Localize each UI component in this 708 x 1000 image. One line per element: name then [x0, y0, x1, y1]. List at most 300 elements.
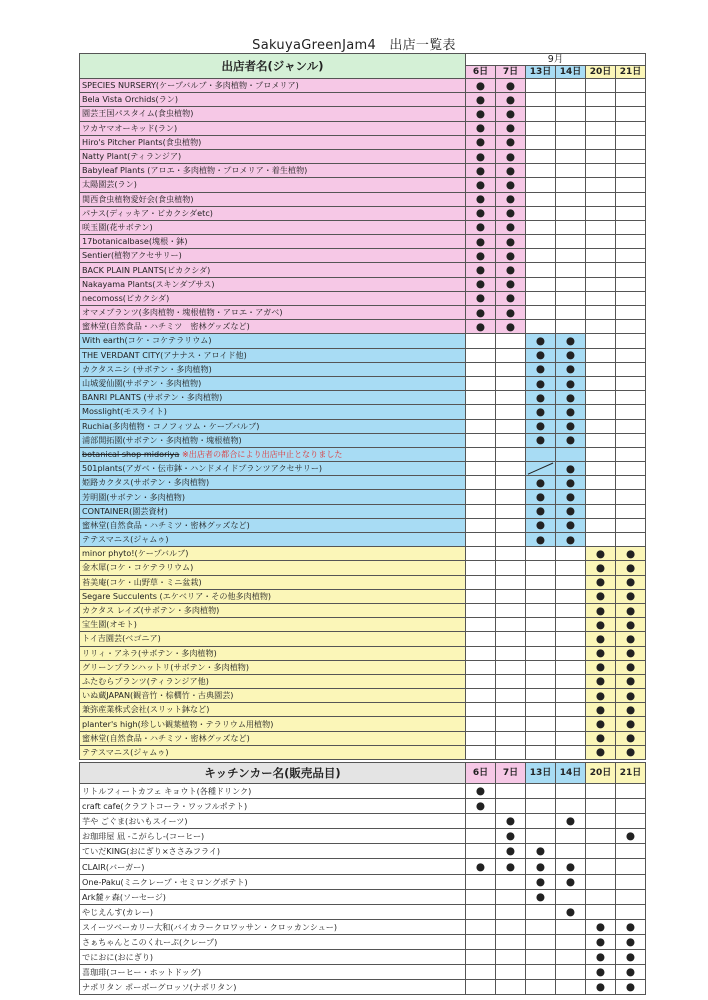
empty-day-cell [496, 919, 526, 934]
empty-day-cell [526, 646, 556, 660]
attendance-dot: ● [556, 419, 586, 433]
attendance-dot: ● [586, 618, 616, 632]
vendor-name-cancelled: botanical shop midoriya [82, 448, 180, 459]
vendor-table [79, 53, 646, 760]
empty-day-cell [466, 533, 496, 547]
attendance-dot: ● [586, 980, 616, 995]
empty-day-cell [466, 904, 496, 919]
empty-day-cell [526, 703, 556, 717]
attendance-dot: ● [496, 121, 526, 135]
vendor-name: 蜜林堂(自然食品・ハチミツ 密林グッズなど) [80, 320, 466, 334]
vendor-name: 苔美庵(コケ・山野草・ミニ盆栽) [80, 575, 466, 589]
empty-day-cell [616, 149, 646, 163]
attendance-dot: ● [526, 433, 556, 447]
empty-day-cell [556, 950, 586, 965]
empty-day-cell [586, 192, 616, 206]
empty-day-cell [526, 249, 556, 263]
attendance-dot: ● [466, 135, 496, 149]
kitchen-car-row [80, 799, 646, 814]
empty-day-cell [556, 980, 586, 995]
empty-day-cell [586, 306, 616, 320]
empty-day-cell [526, 689, 556, 703]
vendor-name: Mosslight(モスライト) [80, 405, 466, 419]
attendance-dot: ● [496, 249, 526, 263]
attendance-dot: ● [496, 220, 526, 234]
attendance-dot: ● [466, 263, 496, 277]
empty-day-cell [616, 859, 646, 874]
empty-day-cell [616, 405, 646, 419]
empty-day-cell [586, 220, 616, 234]
empty-day-cell [556, 717, 586, 731]
attendance-dot: ● [586, 603, 616, 617]
empty-day-cell [496, 904, 526, 919]
attendance-dot: ● [556, 504, 586, 518]
empty-day-cell [466, 965, 496, 980]
empty-day-cell [616, 504, 646, 518]
empty-day-cell [556, 277, 586, 291]
attendance-dot: ● [526, 490, 556, 504]
vendor-name: necomoss(ビカクシダ) [80, 291, 466, 305]
attendance-dot: ● [556, 391, 586, 405]
empty-day-cell [526, 220, 556, 234]
empty-day-cell [466, 874, 496, 889]
empty-day-cell [616, 135, 646, 149]
empty-day-cell [526, 263, 556, 277]
vendor-row [80, 334, 646, 348]
attendance-dot: ● [496, 149, 526, 163]
empty-day-cell [466, 476, 496, 490]
empty-day-cell [496, 447, 526, 461]
attendance-dot: ● [526, 419, 556, 433]
vendor-name: BANRI PLANTS (サボテン・多肉植物) [80, 391, 466, 405]
vendor-row [80, 206, 646, 220]
empty-day-cell [556, 178, 586, 192]
kitchen-car-name: やじえんす(カレー) [80, 904, 466, 919]
attendance-dot: ● [586, 950, 616, 965]
kitchen-car-row [80, 889, 646, 904]
kitchen-car-name: でにおに(おにぎり) [80, 950, 466, 965]
empty-day-cell [526, 107, 556, 121]
empty-day-cell [466, 433, 496, 447]
attendance-dot: ● [616, 632, 646, 646]
attendance-dot: ● [526, 405, 556, 419]
vendor-name: 山城愛仙園(サボテン・多肉植物) [80, 376, 466, 390]
attendance-dot: ● [466, 206, 496, 220]
empty-day-cell [556, 447, 586, 461]
empty-day-cell [586, 518, 616, 532]
attendance-dot: ● [586, 965, 616, 980]
empty-day-cell [556, 220, 586, 234]
empty-day-cell [586, 829, 616, 844]
attendance-dot: ● [556, 518, 586, 532]
vendor-row [80, 745, 646, 759]
empty-day-cell [496, 745, 526, 759]
vendor-name: Sentier(植物アクセサリー) [80, 249, 466, 263]
empty-day-cell [556, 689, 586, 703]
vendor-row [80, 291, 646, 305]
empty-day-cell [616, 93, 646, 107]
kitchen-car-name: Ark麓ヶ森(ソーセージ) [80, 889, 466, 904]
kitchen-car-table [79, 762, 646, 995]
empty-day-cell [466, 950, 496, 965]
kitchen-car-row [80, 934, 646, 949]
empty-day-cell [556, 121, 586, 135]
attendance-dot: ● [586, 689, 616, 703]
day-header: 13日 [526, 66, 556, 79]
vendor-row [80, 703, 646, 717]
empty-day-cell [586, 135, 616, 149]
empty-day-cell [466, 618, 496, 632]
vendor-name: ふたむらプランツ(ティランジア他) [80, 674, 466, 688]
vendor-name: 太陽園芸(ラン) [80, 178, 466, 192]
attendance-dot: ● [466, 121, 496, 135]
empty-day-cell [586, 476, 616, 490]
empty-day-cell [526, 235, 556, 249]
attendance-dot: ● [496, 164, 526, 178]
empty-day-cell [616, 391, 646, 405]
vendor-row [80, 249, 646, 263]
empty-day-cell [496, 589, 526, 603]
vendor-row [80, 447, 646, 461]
attendance-dot: ● [496, 263, 526, 277]
attendance-dot: ● [616, 717, 646, 731]
attendance-dot: ● [466, 306, 496, 320]
empty-day-cell [496, 646, 526, 660]
attendance-dot: ● [556, 904, 586, 919]
empty-day-cell [466, 589, 496, 603]
empty-day-cell [556, 703, 586, 717]
vendor-row [80, 178, 646, 192]
attendance-dot: ● [556, 814, 586, 829]
attendance-dot: ● [526, 334, 556, 348]
empty-day-cell [616, 362, 646, 376]
empty-day-cell [616, 249, 646, 263]
attendance-dot: ● [616, 646, 646, 660]
empty-day-cell [556, 235, 586, 249]
empty-day-cell [466, 919, 496, 934]
empty-day-cell [526, 731, 556, 745]
attendance-dot: ● [496, 235, 526, 249]
empty-day-cell [466, 419, 496, 433]
vendor-row [80, 376, 646, 390]
attendance-dot: ● [556, 348, 586, 362]
empty-day-cell [616, 799, 646, 814]
empty-day-cell [526, 192, 556, 206]
attendance-dot: ● [496, 178, 526, 192]
attendance-dot: ● [496, 206, 526, 220]
empty-day-cell [466, 362, 496, 376]
empty-day-cell [616, 784, 646, 799]
attendance-dot: ● [556, 462, 586, 476]
attendance-dot: ● [556, 405, 586, 419]
empty-day-cell [466, 703, 496, 717]
empty-day-cell [586, 405, 616, 419]
empty-day-cell [496, 731, 526, 745]
attendance-dot: ● [616, 674, 646, 688]
empty-day-cell [496, 334, 526, 348]
empty-day-cell [616, 277, 646, 291]
vendor-row [80, 603, 646, 617]
empty-day-cell [616, 235, 646, 249]
day-header: 20日 [586, 66, 616, 79]
empty-day-cell [556, 603, 586, 617]
vendor-row [80, 561, 646, 575]
empty-day-cell [556, 618, 586, 632]
attendance-dot: ● [616, 618, 646, 632]
empty-day-cell [526, 93, 556, 107]
empty-day-cell [556, 844, 586, 859]
empty-day-cell [616, 419, 646, 433]
empty-day-cell [496, 934, 526, 949]
empty-day-cell [586, 291, 616, 305]
vendor-row [80, 717, 646, 731]
attendance-dot: ● [526, 874, 556, 889]
vendor-name: 園芸王国パスタイム(食虫植物) [80, 107, 466, 121]
empty-day-cell [526, 919, 556, 934]
empty-day-cell [466, 980, 496, 995]
empty-day-cell [496, 799, 526, 814]
empty-day-cell [496, 717, 526, 731]
empty-day-cell [466, 731, 496, 745]
empty-day-cell [616, 844, 646, 859]
empty-day-cell [466, 447, 496, 461]
empty-day-cell [586, 149, 616, 163]
empty-day-cell [466, 603, 496, 617]
vendor-name: リリィ・アネラ(サボテン・多肉植物) [80, 646, 466, 660]
vendor-name: 兼弥産業株式会社(スリット鉢など) [80, 703, 466, 717]
vendor-row [80, 476, 646, 490]
kitchen-car-name: craft cafe(クラフトコーラ・ワッフルポテト) [80, 799, 466, 814]
empty-day-cell [556, 263, 586, 277]
attendance-dot: ● [496, 192, 526, 206]
empty-day-cell [526, 206, 556, 220]
empty-day-cell [466, 829, 496, 844]
empty-day-cell [616, 433, 646, 447]
empty-day-cell [466, 934, 496, 949]
kitchen-car-name: さぁちゃんとこのくれーぷ(クレープ) [80, 934, 466, 949]
attendance-dot: ● [586, 703, 616, 717]
empty-day-cell [496, 632, 526, 646]
attendance-dot: ● [616, 561, 646, 575]
attendance-dot: ● [496, 135, 526, 149]
vendor-name: パナス(ディッキア・ビカクシダetc) [80, 206, 466, 220]
empty-day-cell [526, 306, 556, 320]
day-header: 7日 [496, 66, 526, 79]
attendance-dot: ● [616, 589, 646, 603]
vendor-row [80, 632, 646, 646]
empty-day-cell [616, 518, 646, 532]
empty-day-cell [466, 689, 496, 703]
empty-day-cell [616, 121, 646, 135]
attendance-dot: ● [466, 320, 496, 334]
empty-day-cell [586, 391, 616, 405]
attendance-dot: ● [466, 107, 496, 121]
vendor-row [80, 107, 646, 121]
attendance-dot: ● [586, 717, 616, 731]
empty-day-cell [466, 334, 496, 348]
vendor-row [80, 533, 646, 547]
empty-day-cell [556, 799, 586, 814]
empty-day-cell [466, 889, 496, 904]
vendor-name: 宝生園(オモト) [80, 618, 466, 632]
empty-day-cell [586, 249, 616, 263]
empty-day-cell [556, 306, 586, 320]
attendance-dot: ● [616, 575, 646, 589]
attendance-dot: ● [556, 533, 586, 547]
empty-day-cell [526, 799, 556, 814]
kitchen-car-name: One-Paku(ミニクレープ・セミロングポテト) [80, 874, 466, 889]
empty-day-cell [556, 575, 586, 589]
empty-day-cell [616, 107, 646, 121]
attendance-dot: ● [496, 859, 526, 874]
empty-day-cell [526, 934, 556, 949]
empty-day-cell [616, 889, 646, 904]
vendor-row [80, 731, 646, 745]
empty-day-cell [496, 348, 526, 362]
empty-day-cell [526, 814, 556, 829]
attendance-dot: ● [526, 348, 556, 362]
empty-day-cell [556, 674, 586, 688]
vendor-name: トイ吉園芸(ベゴニア) [80, 632, 466, 646]
empty-day-cell [556, 79, 586, 93]
attendance-dot: ● [496, 277, 526, 291]
attendance-dot: ● [496, 79, 526, 93]
kitchen-car-row [80, 980, 646, 995]
empty-day-cell [616, 192, 646, 206]
vendor-row [80, 121, 646, 135]
attendance-dot: ● [556, 334, 586, 348]
attendance-dot: ● [586, 547, 616, 561]
attendance-dot: ● [526, 376, 556, 390]
empty-day-cell [526, 589, 556, 603]
kitchen-car-name: スイーツベーカリー大和(バイカラークロワッサン・クロッカンシュー) [80, 919, 466, 934]
vendor-row [80, 135, 646, 149]
attendance-dot: ● [496, 844, 526, 859]
empty-day-cell [556, 93, 586, 107]
empty-day-cell [526, 717, 556, 731]
vendor-row [80, 589, 646, 603]
empty-day-cell [586, 889, 616, 904]
empty-day-cell [526, 618, 556, 632]
empty-day-cell [466, 405, 496, 419]
vendor-name: 金木犀(コケ・コケテラリウム) [80, 561, 466, 575]
attendance-dot: ● [526, 844, 556, 859]
empty-day-cell [616, 447, 646, 461]
empty-day-cell [496, 362, 526, 376]
empty-day-cell [616, 874, 646, 889]
empty-day-cell [586, 784, 616, 799]
empty-day-cell [496, 405, 526, 419]
vendor-name: Natty Plant(ティランジア) [80, 149, 466, 163]
vendor-name: テテスマニス(ジャムゥ) [80, 745, 466, 759]
vendor-name: 蜜林堂(自然食品・ハチミツ・密林グッズなど) [80, 518, 466, 532]
empty-day-cell [466, 745, 496, 759]
kitchen-car-name: ナポリタン ポーポーグロッソ(ナポリタン) [80, 980, 466, 995]
empty-day-cell [496, 784, 526, 799]
empty-day-cell [496, 462, 526, 476]
empty-day-cell [526, 277, 556, 291]
empty-day-cell [556, 934, 586, 949]
empty-day-cell [496, 433, 526, 447]
attendance-dot: ● [466, 235, 496, 249]
empty-day-cell [556, 632, 586, 646]
attendance-dot: ● [616, 603, 646, 617]
vendor-name: BACK PLAIN PLANTS(ビカクシダ) [80, 263, 466, 277]
empty-day-cell [616, 263, 646, 277]
attendance-dot: ● [466, 784, 496, 799]
vendor-name [80, 447, 466, 461]
empty-day-cell [586, 874, 616, 889]
attendance-dot: ● [616, 703, 646, 717]
attendance-dot: ● [586, 934, 616, 949]
attendance-dot: ● [586, 919, 616, 934]
vendor-row [80, 689, 646, 703]
vendor-name: グリーンプランハットリ(サボテン・多肉植物) [80, 660, 466, 674]
empty-day-cell [586, 504, 616, 518]
day-header: 20日 [586, 763, 616, 784]
empty-day-cell [496, 660, 526, 674]
month-header: 9月 [466, 54, 646, 66]
attendance-dot: ● [586, 575, 616, 589]
empty-day-cell [586, 433, 616, 447]
empty-day-cell [586, 799, 616, 814]
attendance-dot: ● [466, 249, 496, 263]
vendor-row [80, 462, 646, 476]
day-header: 21日 [616, 66, 646, 79]
empty-day-cell [556, 320, 586, 334]
empty-day-cell [496, 950, 526, 965]
empty-day-cell [466, 348, 496, 362]
empty-day-cell [616, 348, 646, 362]
empty-day-cell [466, 518, 496, 532]
empty-day-cell [496, 874, 526, 889]
empty-day-cell [616, 376, 646, 390]
vendor-row [80, 391, 646, 405]
empty-day-cell [556, 745, 586, 759]
attendance-dot: ● [616, 950, 646, 965]
vendor-name: THE VERDANT CITY(アナナス・アロイド他) [80, 348, 466, 362]
attendance-dot: ● [466, 220, 496, 234]
empty-day-cell [526, 149, 556, 163]
empty-day-cell [556, 149, 586, 163]
empty-day-cell [466, 391, 496, 405]
empty-day-cell [496, 965, 526, 980]
vendor-row [80, 646, 646, 660]
empty-day-cell [496, 490, 526, 504]
empty-day-cell [496, 603, 526, 617]
day-header: 21日 [616, 763, 646, 784]
kitchen-car-row [80, 919, 646, 934]
empty-day-cell [466, 717, 496, 731]
attendance-dot: ● [616, 829, 646, 844]
attendance-dot: ● [556, 859, 586, 874]
vendor-row [80, 79, 646, 93]
attendance-dot: ● [586, 731, 616, 745]
attendance-dot: ● [556, 433, 586, 447]
empty-day-cell [526, 603, 556, 617]
empty-day-cell [526, 164, 556, 178]
empty-day-cell [556, 547, 586, 561]
attendance-dot: ● [586, 561, 616, 575]
empty-day-cell [496, 703, 526, 717]
empty-day-cell [466, 646, 496, 660]
empty-day-cell [616, 220, 646, 234]
empty-day-cell [586, 164, 616, 178]
attendance-dot: ● [466, 149, 496, 163]
kitchen-car-name: 芋や ごぐま(おいもスイーツ) [80, 814, 466, 829]
empty-day-cell [496, 533, 526, 547]
attendance-dot: ● [496, 93, 526, 107]
